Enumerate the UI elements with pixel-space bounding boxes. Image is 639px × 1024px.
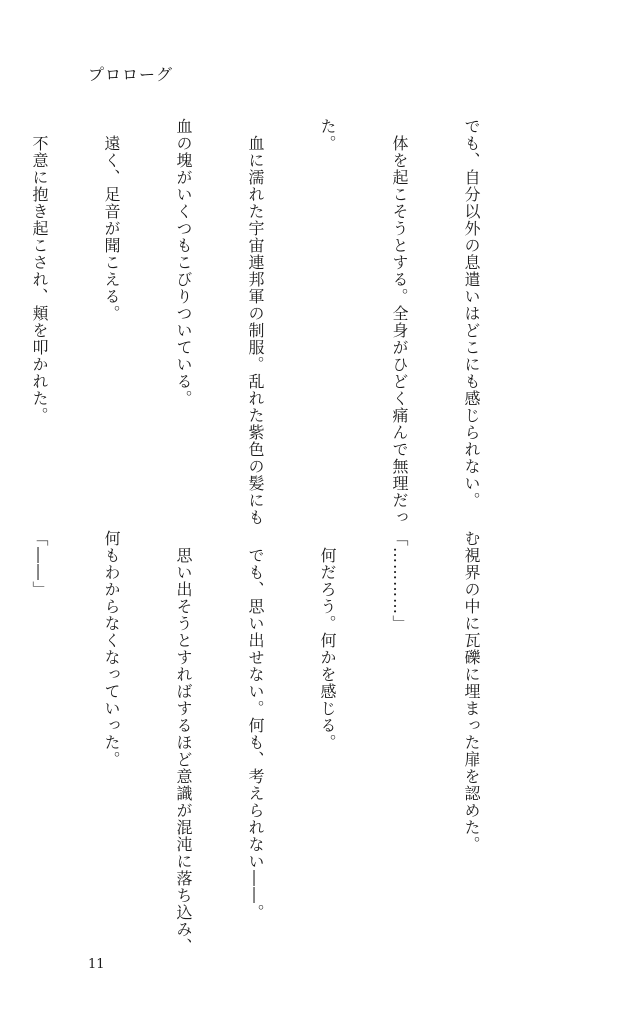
text-line: 「…………」 [390,530,409,632]
text-line: 思い出そうとすればするほど意識が混沌に落ち込み、 [174,530,193,955]
text-line: 血の塊がいくつもこびりついている。 [174,118,193,407]
text-line: 「――」 [30,530,49,598]
text-line: む視界の中に瓦礫に埋まった扉を認めた。 [462,530,481,853]
text-line: 不意に抱き起こされ、頬を叩かれた。 [30,118,49,424]
page-number: 11 [88,957,105,972]
body-text-upper [0,118,531,526]
text-line: でも、思い出せない。何も、考えられない――。 [246,530,265,921]
text-line: 遠く、足音が聞こえる。 [102,118,121,322]
text-line: でも、自分以外の息遣いはどこにも感じられない。 [462,118,481,509]
text-line: 体を起こそうとする。全身がひどく痛んで無理だっ [390,118,409,526]
text-line: 血に濡れた宇宙連邦軍の制服。乱れた紫色の髪にも [246,118,265,526]
body-text-lower [0,530,531,955]
text-line: た。 [318,118,337,152]
chapter-title: プロローグ [88,65,174,84]
text-line: 何もわからなくなっていった。 [102,530,121,768]
text-line: 何だろう。何かを感じる。 [318,530,337,751]
